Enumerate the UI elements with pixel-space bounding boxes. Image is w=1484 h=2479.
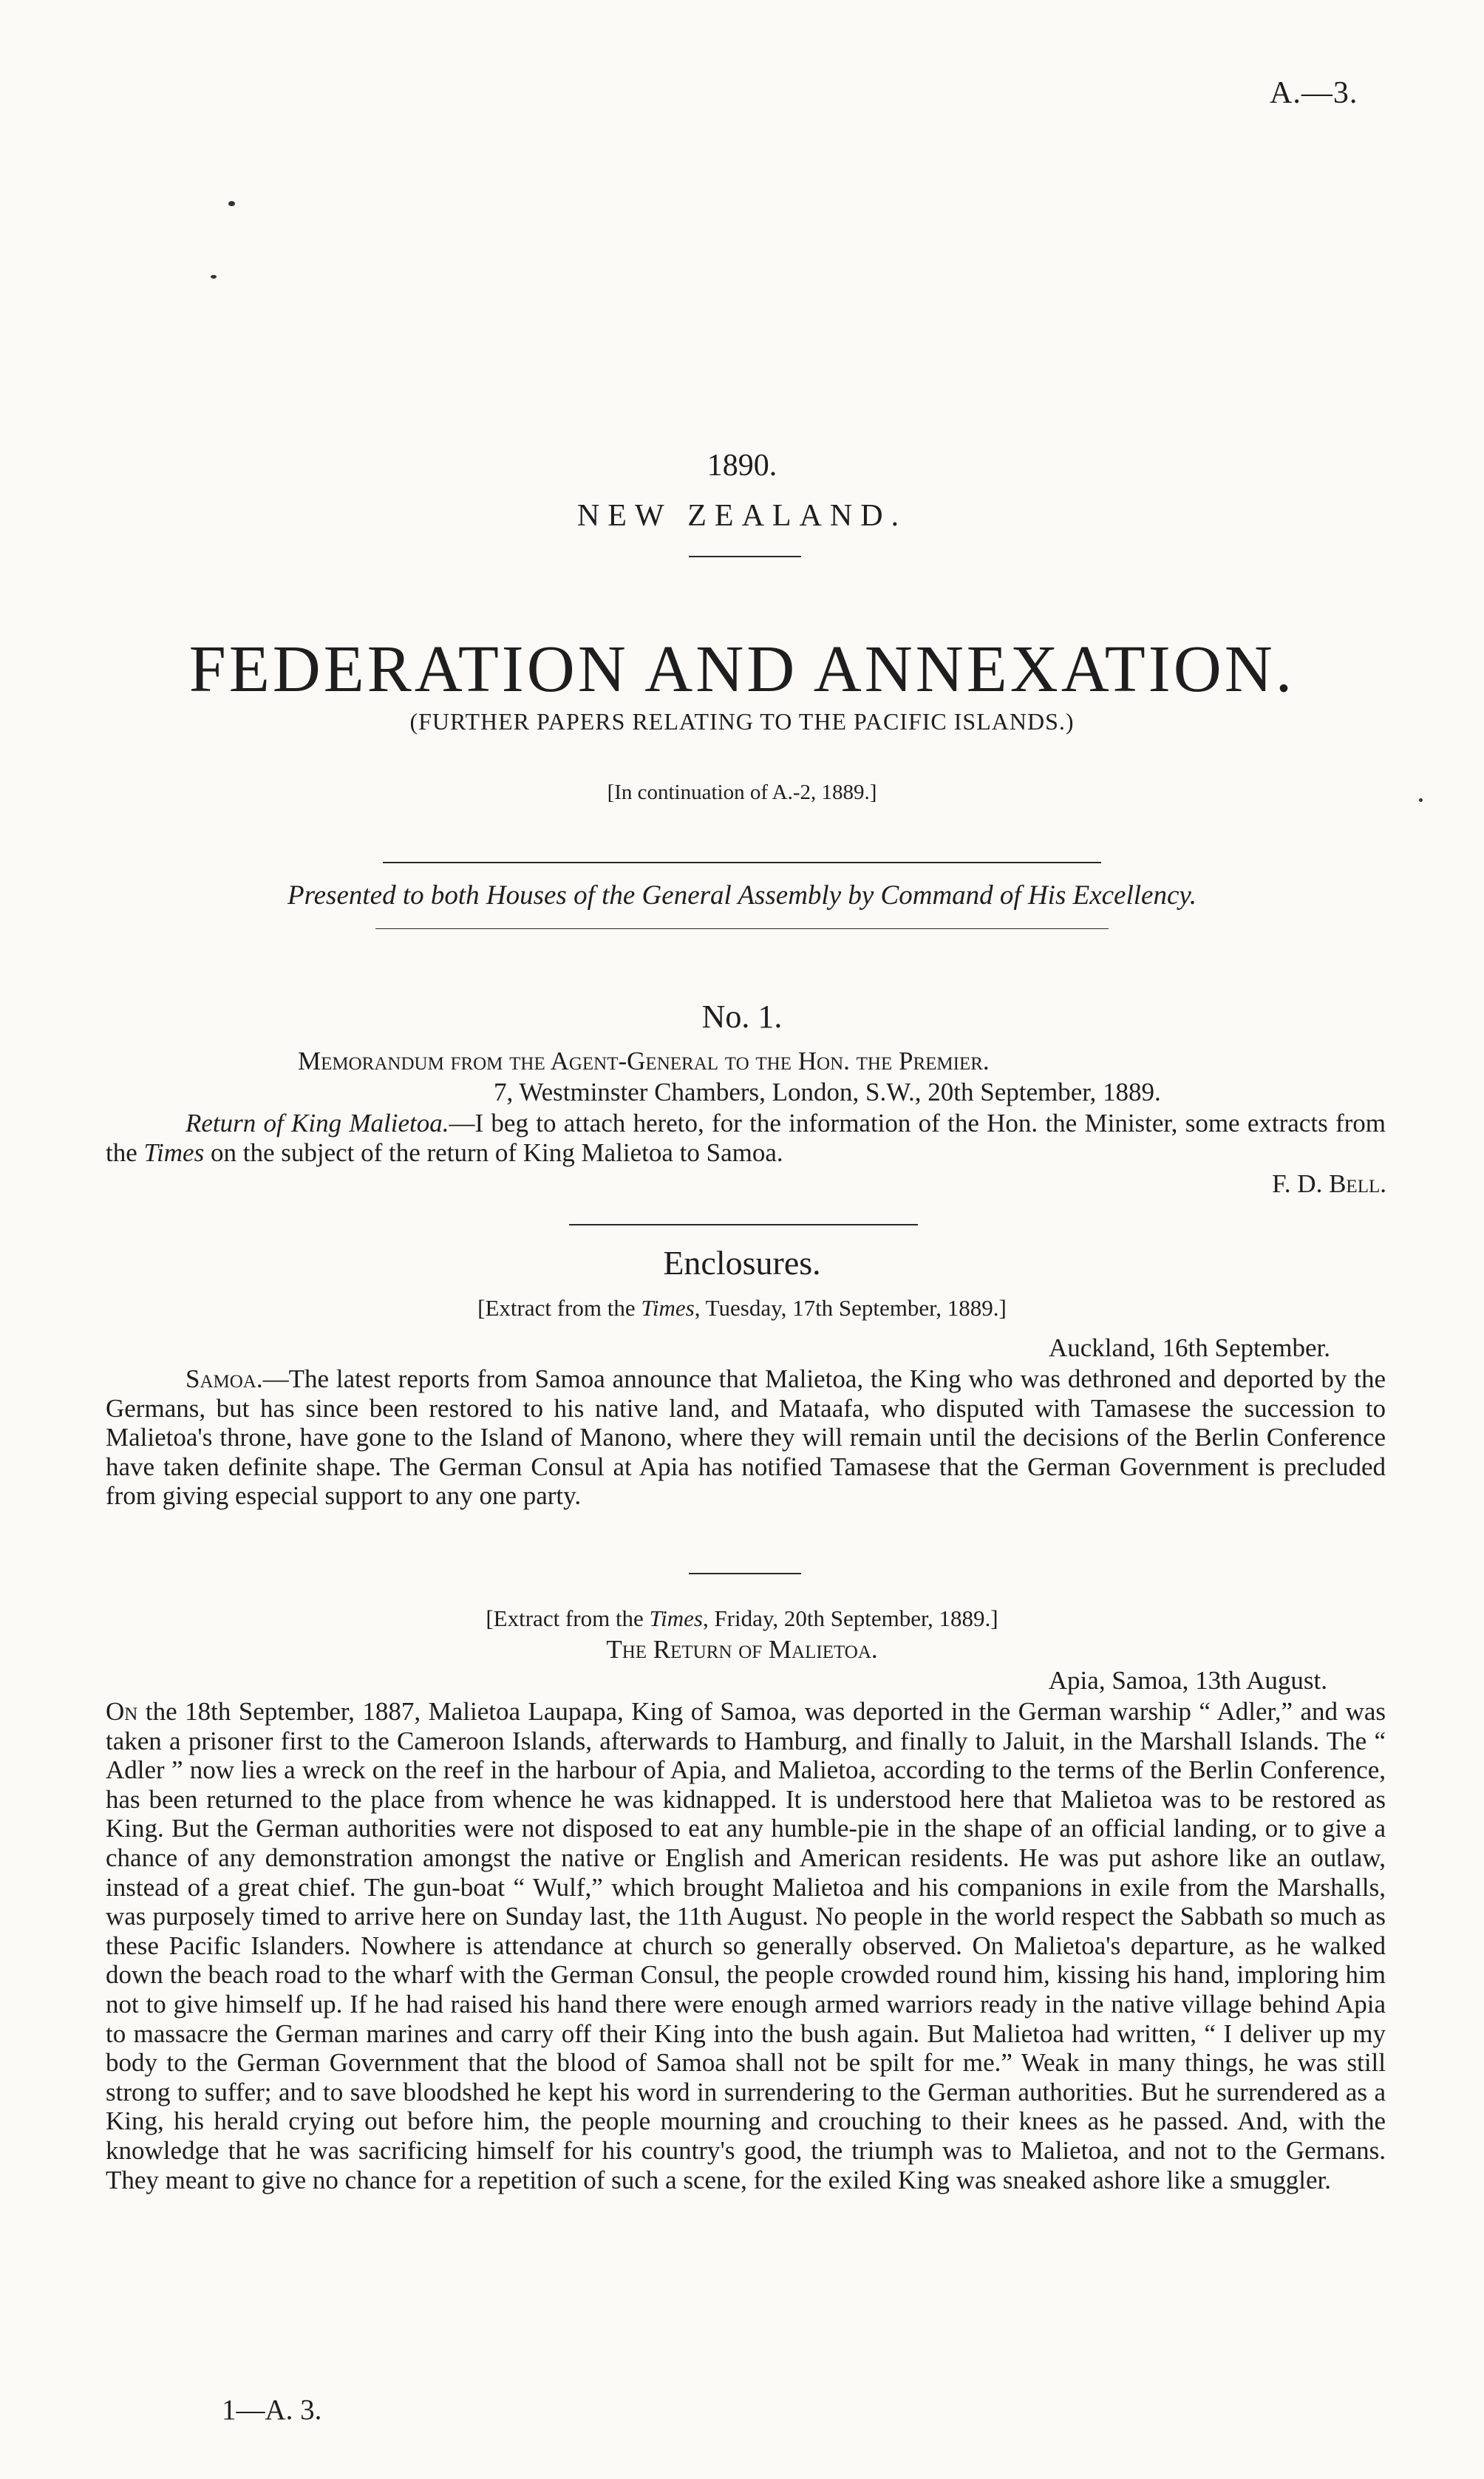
extract1-source-times: Times <box>641 1295 695 1321</box>
extract1-source-b: , Tuesday, 17th September, 1889.] <box>694 1295 1007 1321</box>
divider <box>375 928 1109 929</box>
memo-signature: F. D. Bell. <box>1272 1169 1386 1198</box>
extract1-source <box>0 1295 1484 1322</box>
scan-speck <box>211 275 217 279</box>
memo-line: Memorandum from the Agent-General to the Hon. the Premier. <box>298 1047 990 1075</box>
enclosures-heading: Enclosures. <box>663 1244 821 1282</box>
memo-address: 7, Westminster Chambers, London, S.W., 20th September, 1889. <box>494 1078 1161 1106</box>
extract2-text: the 18th September, 1887, Malietoa Laupapa, King of Samoa, was deported in the German warship “ Adler,” and was taken a prisoner first to the Cameroon Islands, afterwards to Hamburg, and finally to Jaluit, in the Marshall Islands. The “ Adler ” now lies a wreck on the reef in the harbour of Apia, and Malietoa, according to the terms of the Berlin Conference, has been returned to the place from whence he was kidnapped. It is understood here that Malietoa was to be restored as King. But the German authorities were not disposed to eat any humble-pie in the shape of an official landing, or to give a chance of any demonstration amongst the native or English and American residents. He was put ashore like an outlaw, instead of a great chief. The gun-boat “ Wulf,” which brought Malietoa and his companions in exile from the Marshalls, was purposely timed to arrive here on Sunday last, the 11th August. No people in the world respect the Sabbath so much as these Pacific Islanders. Nowhere is attendance at church so generally observed. On Malietoa's departure, as he walked down the beach road to the wharf with the German Consul, the people crowded round him, kissing his hand, imploring him not to give himself up. If he had raised his hand there were enough armed warriors ready in the native village behind Apia to massacre the German marines and carry off their King into the bush again. But Malietoa had written, “ I deliver up my body to the German Government that the blood of Samoa shall not be spilt for me.” Weak in many things, he was still strong to suffer; and to save bloodshed he kept his word in surrendering to the German authorities. But he surrendered as a King, his herald crying out before him, the people mourning and crouching to their knees as he passed. And, with the knowledge that he was sacrificing himself for his country's good, the triumph was to Malietoa, and not to the Germans. They meant to give no chance for a repetition of such a scene, for the exiled King was sneaked ashore like a smuggler. <box>106 1697 1386 2194</box>
divider <box>689 1573 801 1574</box>
continuation-note: [In continuation of A.-2, 1889.] <box>607 781 877 804</box>
extract2-source-a: [Extract from the <box>486 1605 650 1631</box>
extract1-text: —The latest reports from Samoa announce that Malietoa, the King who was dethroned and deported by the Germans, but has since been restored to his native land, and Mataafa, who disputed with Tamasese the succession to Malietoa's throne, have gone to the Island of Manono, where they will remain until the decisions of the Berlin Conference have taken definite shape. The German Consul at Apia has notified Tamasese that the German Government is precluded from giving especial support to any one party. <box>106 1364 1386 1511</box>
extract2-dateline: Apia, Samoa, 13th August. <box>1048 1666 1327 1695</box>
document-subtitle: (FURTHER PAPERS RELATING TO THE PACIFIC ISLANDS.) <box>409 708 1075 735</box>
scan-speck <box>228 201 235 206</box>
country: NEW ZEALAND. <box>576 499 908 533</box>
memo-lead: Return of King Malietoa. <box>186 1109 449 1138</box>
extract2-source-b: , Friday, 20th September, 1889.] <box>702 1605 998 1631</box>
extract1-source-a: [Extract from the <box>477 1295 641 1321</box>
extract2-source <box>0 1605 1484 1632</box>
presented-line: Presented to both Houses of the General Assembly by Command of His Excellency. <box>287 880 1197 911</box>
year: 1890. <box>707 449 777 483</box>
extract1-body <box>106 1364 1386 1511</box>
divider <box>383 862 1101 863</box>
divider <box>569 1224 918 1225</box>
memo-times: Times <box>143 1138 205 1167</box>
memo-text-a: —I beg to attach hereto, for the information of the Hon. the Minister, some extracts from the <box>106 1109 1386 1167</box>
extract2-body <box>106 1697 1386 2194</box>
extract1-dateline: Auckland, 16th September. <box>1048 1333 1330 1362</box>
extract2-title: The Return of Malietoa. <box>606 1635 878 1664</box>
extract2-lead: On <box>106 1697 138 1726</box>
document-title: FEDERATION AND ANNEXATION. <box>188 633 1296 706</box>
memo-text-b: on the subject of the return of King Malietoa to Samoa. <box>204 1138 783 1167</box>
memo-body <box>106 1109 1386 1167</box>
footer-signature-mark: 1—A. 3. <box>222 2394 322 2426</box>
page-reference: A.—3. <box>1270 76 1358 110</box>
section-number: No. 1. <box>701 999 783 1035</box>
extract2-source-times: Times <box>649 1605 703 1631</box>
extract1-lead: Samoa. <box>186 1364 263 1393</box>
divider <box>689 556 801 557</box>
